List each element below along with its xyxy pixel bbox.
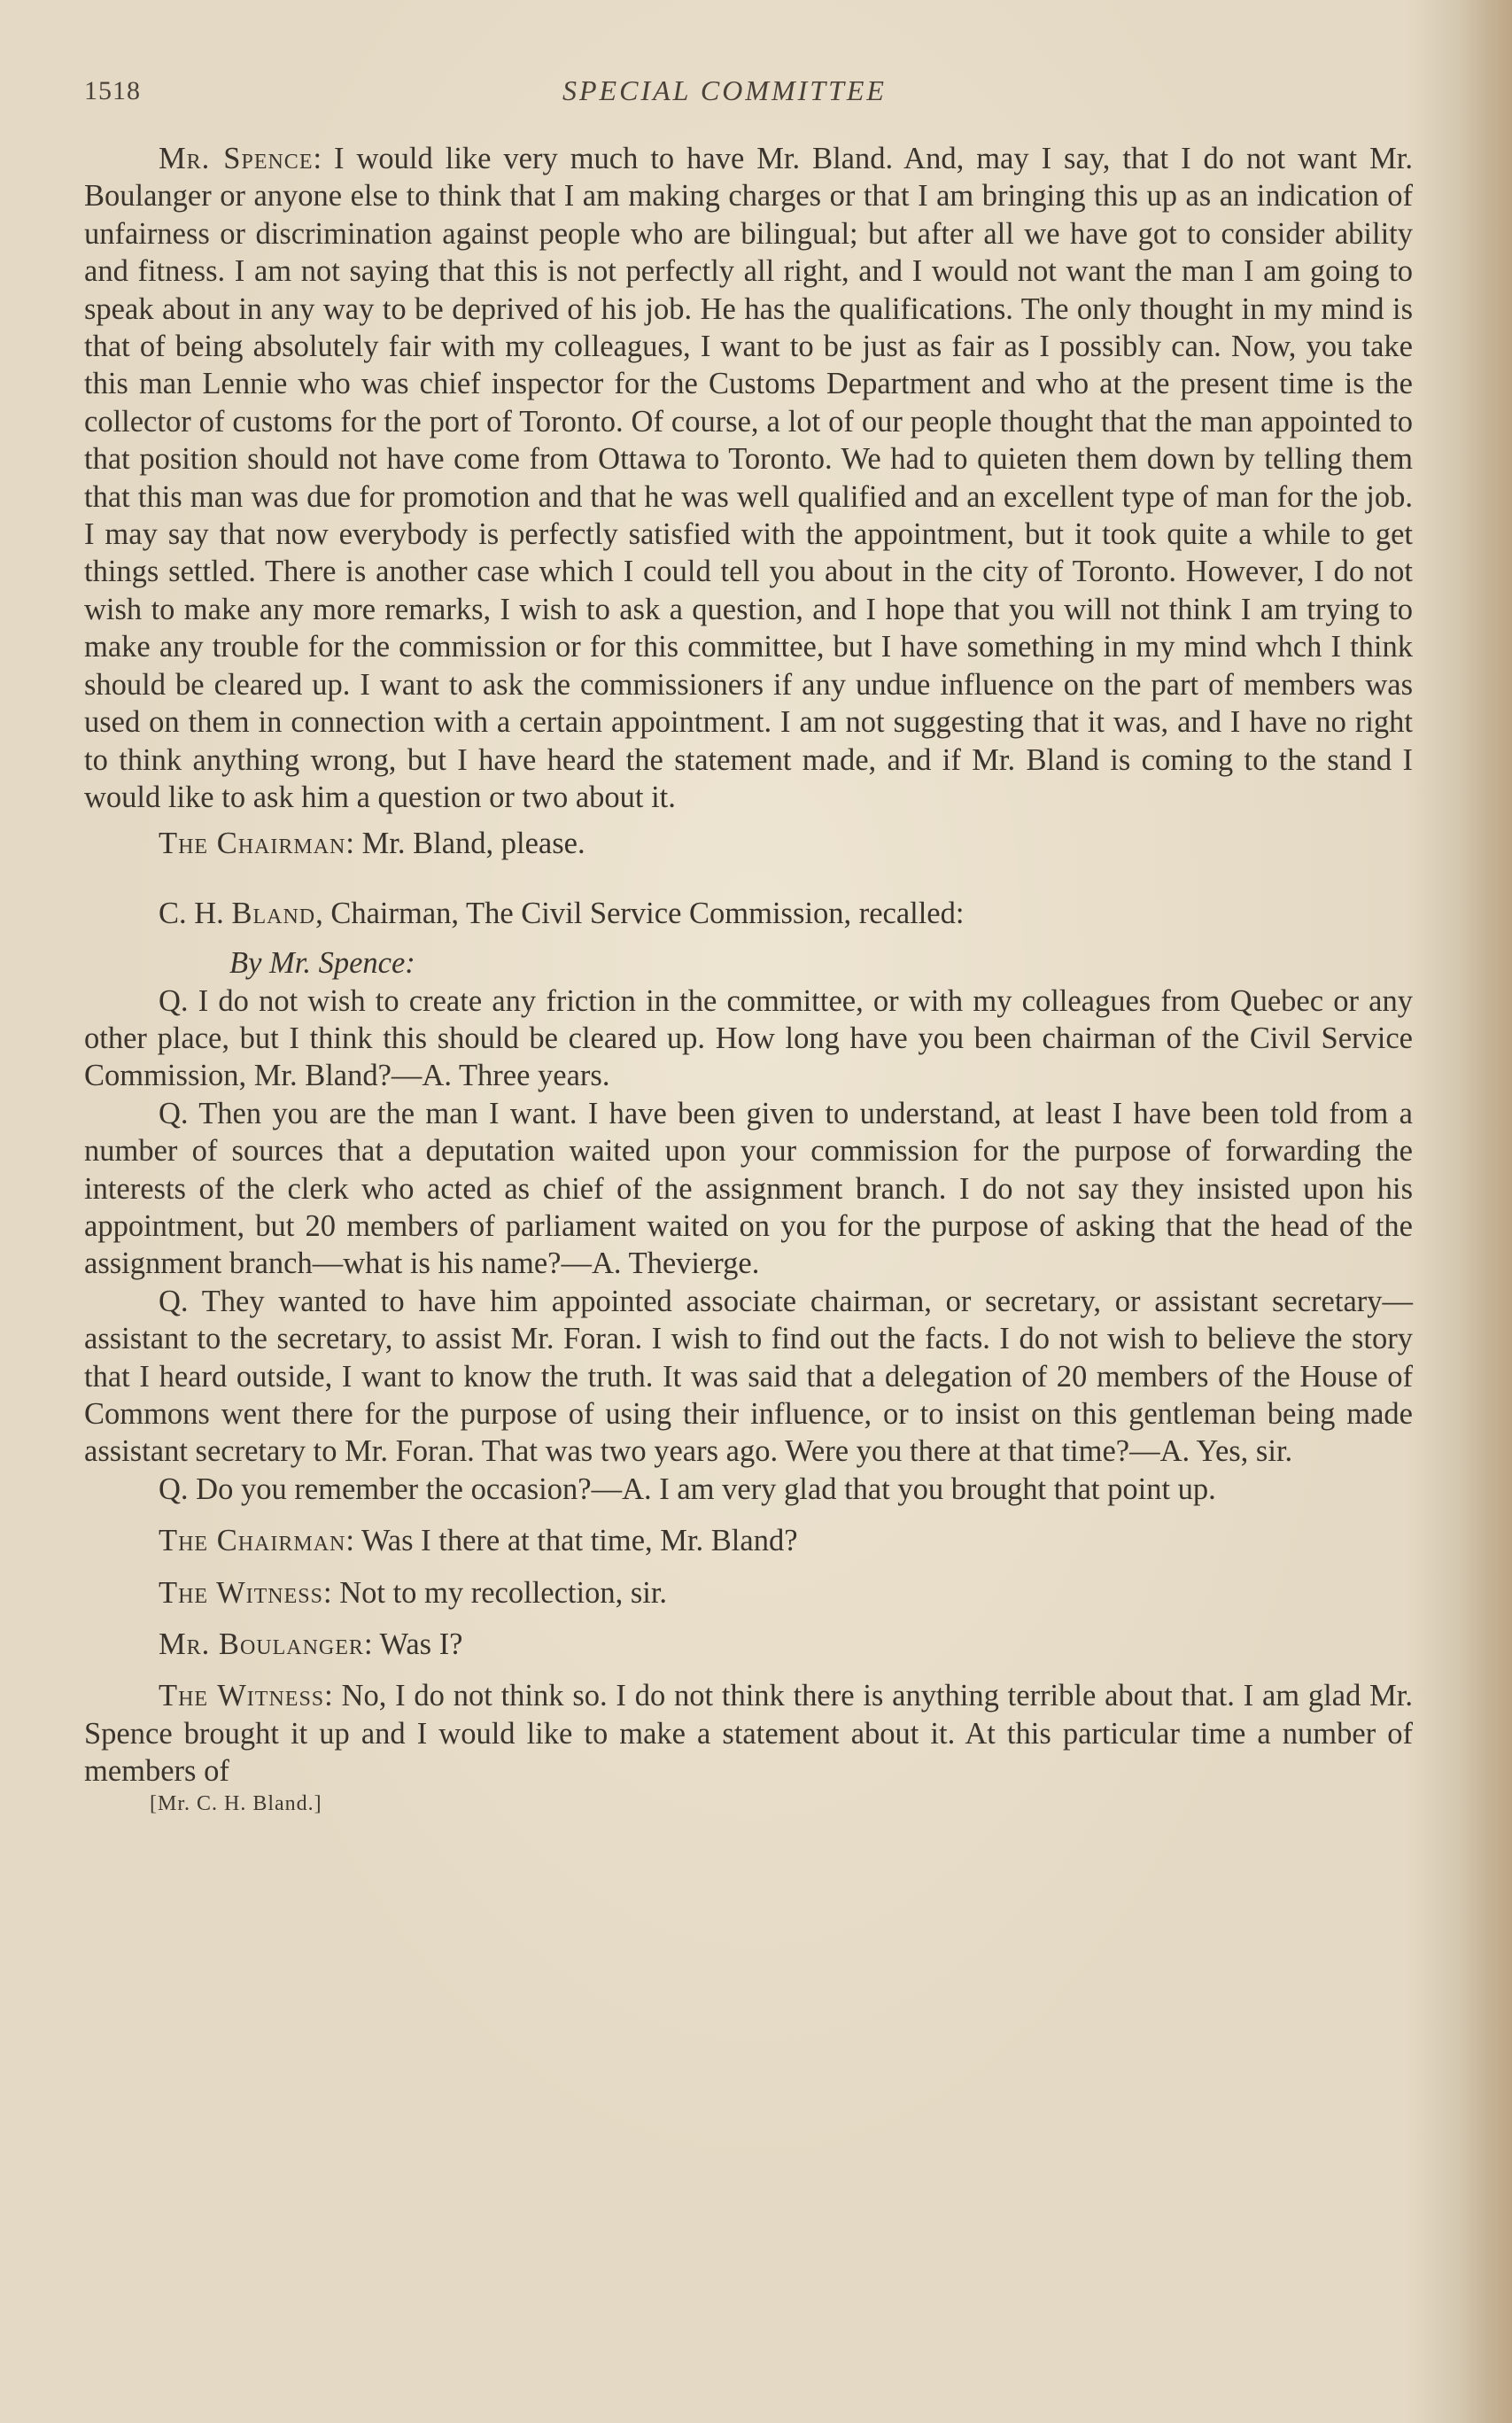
witness-prefix: C. H. (159, 896, 232, 930)
page-edge-stain (1459, 0, 1512, 2423)
speaker-name: The Chairman (159, 1524, 346, 1558)
speech-paragraph: The Chairman: Mr. Bland, please. (159, 827, 585, 861)
speech-text: Was I? (379, 1627, 463, 1662)
page-number: 1518 (84, 76, 141, 105)
page-header (84, 71, 1413, 115)
speech-paragraph: The Chairman: Was I there at that time, Mr. Bland? (159, 1524, 798, 1558)
speaker-name: The Chairman (159, 827, 346, 861)
speech-paragraph: Mr. Boulanger: Was I? (159, 1627, 463, 1662)
question-answer: Q. Then you are the man I want. I have been given to understand, at least I have been told from a number of sources that a deputation waited upon your commission for the purpose of forwarding the interests of the clerk who acted as chief of the assignment branch. I do not say they insisted upon his appointment, but 20 members of parliament waited on you for the purpose of asking that the head of the assignment branch—what is his name?—A. Thevierge. (84, 1096, 1413, 1281)
question-answer: Q. They wanted to have him appointed associate chairman, or secretary, or assistant secretary—assistant to the secretary, to assist Mr. Foran. I wish to find out the facts. I do not wish to believe the story that I heard outside, I want to know the truth. It was said that a delegation of 20 members of the House of Commons went there for the purpose of using their influence, or to insist on this gentleman being made assistant secretary to Mr. Foran. That was two years ago. Were you there at that time?—A. Yes, sir. (84, 1284, 1413, 1469)
speaker-name: Mr. Spence (159, 142, 314, 175)
witness-suffix: , Chairman, The Civil Service Commission, recalled: (315, 896, 965, 930)
running-head: SPECIAL COMMITTEE (562, 74, 887, 106)
speech-text: I would like very much to have Mr. Bland. And, may I say, that I do not want Mr. Boulanger or anyone else to think that I am making charges or that I am bringing this up as an indication of unfairness or discrimination against people who are bilingual; but after all we have got to consider ability and fitness. I am not saying that this is not perfectly all right, and I would not want the man I am going to speak about in any way to be deprived of his job. He has the qualifications. The only thought in my mind is that of being absolutely fair with my colleagues, I want to be just as fair as I possibly can. Now, you take this man Lennie who was chief inspector for the Customs Department and who at the present time is the collector of customs for the port of Toronto. Of course, a lot of our people thought that the man appointed to that position should not have come from Ottawa to Toronto. We had to quieten them down by telling them that this man was due for promotion and that he was well qualified and an excellent type of man for the job. I may say that now everybody is perfectly satisfied with the appointment, but it took quite a while to get things settled. There is another case which I could tell you about in the city of Toronto. However, I do not wish to make any more remarks, I wish to ask a question, and I hope that you will not think I am trying to make any trouble for the commission or for this committee, but I have something in my mind whch I think should be cleared up. I want to ask the commissioners if any undue influence on the part of members was used on them in connection with a certain appointment. I am not suggesting that it was, and I have no right to think anything wrong, but I have heard the statement made, and if Mr. Bland is coming to the stand I would like to ask him a question or two about it. (84, 142, 1413, 814)
speech-text: No, I do not think so. I do not think there is anything terrible about that. I am glad Mr. Spence brought it up and I would like to make a statement about it. At this particular time a number of members of (84, 1679, 1413, 1789)
speech-text: Not to my recollection, sir. (339, 1575, 668, 1610)
document-body (84, 140, 1413, 1817)
question-answer: Q. Do you remember the occasion?—A. I am very glad that you brought that point up. (159, 1472, 1216, 1506)
witness-name: Bland (231, 896, 316, 930)
speech-paragraph: Mr. Spence: I would like very much to have Mr. Bland. And, may I say, that I do not want Mr. Boulanger or anyone else to think that I am making charges or that I am bringing this up as an indication of unfairness or discrimination against people who are bilingual; but after all we have got to consider ability and fitness. I am not saying that this is not perfectly all right, and I would not want the man I am going to speak about in any way to be deprived of his job. He has the qualifications. The only thought in my mind is that of being absolutely fair with my colleagues, I want to be just as fair as I possibly can. Now, you take this man Lennie who was chief inspector for the Customs Department and who at the present time is the collector of customs for the port of Toronto. Of course, a lot of our people thought that the man appointed to that position should not have come from Ottawa to Toronto. We had to quieten them down by telling them that this man was due for promotion and that he was well qualified and an excellent type of man for the job. I may say that now everybody is perfectly satisfied with the appointment, but it took quite a while to get things settled. There is another case which I could tell you about in the city of Toronto. However, I do not wish to make any more remarks, I wish to ask a question, and I hope that you will not think I am trying to make any trouble for the commission or for this committee, but I have something in my mind whch I think should be cleared up. I want to ask the commissioners if any undue influence on the part of members was used on them in connection with a certain appointment. I am not suggesting that it was, and I have no right to think anything wrong, but I have heard the statement made, and if Mr. Bland is coming to the stand I would like to ask him a question or two about it. (84, 142, 1413, 814)
speaker-footer-tag: [Mr. C. H. Bland.] (150, 1791, 322, 1815)
speaker-name: The Witness (159, 1575, 323, 1610)
speaker-name: Mr. Boulanger (159, 1627, 364, 1662)
witness-line (84, 895, 1413, 932)
examiner-byline: By Mr. Spence: (229, 946, 415, 981)
speech-paragraph: The Witness: Not to my recollection, sir. (159, 1575, 668, 1610)
speech-text: Was I there at that time, Mr. Bland? (361, 1524, 798, 1558)
speaker-name: The Witness (159, 1679, 325, 1713)
speech-paragraph: The Witness: No, I do not think so. I do not think there is anything terrible about that. I am glad Mr. Spence brought it up and I would like to make a statement about it. At this particular time a number of members of (84, 1679, 1413, 1789)
question-answer: Q. I do not wish to create any friction in the committee, or with my colleagues from Quebec or any other place, but I think this should be cleared up. How long have you been chairman of the Civil Service Commission, Mr. Bland?—A. Three years. (84, 983, 1413, 1093)
speech-text: Mr. Bland, please. (361, 827, 585, 861)
